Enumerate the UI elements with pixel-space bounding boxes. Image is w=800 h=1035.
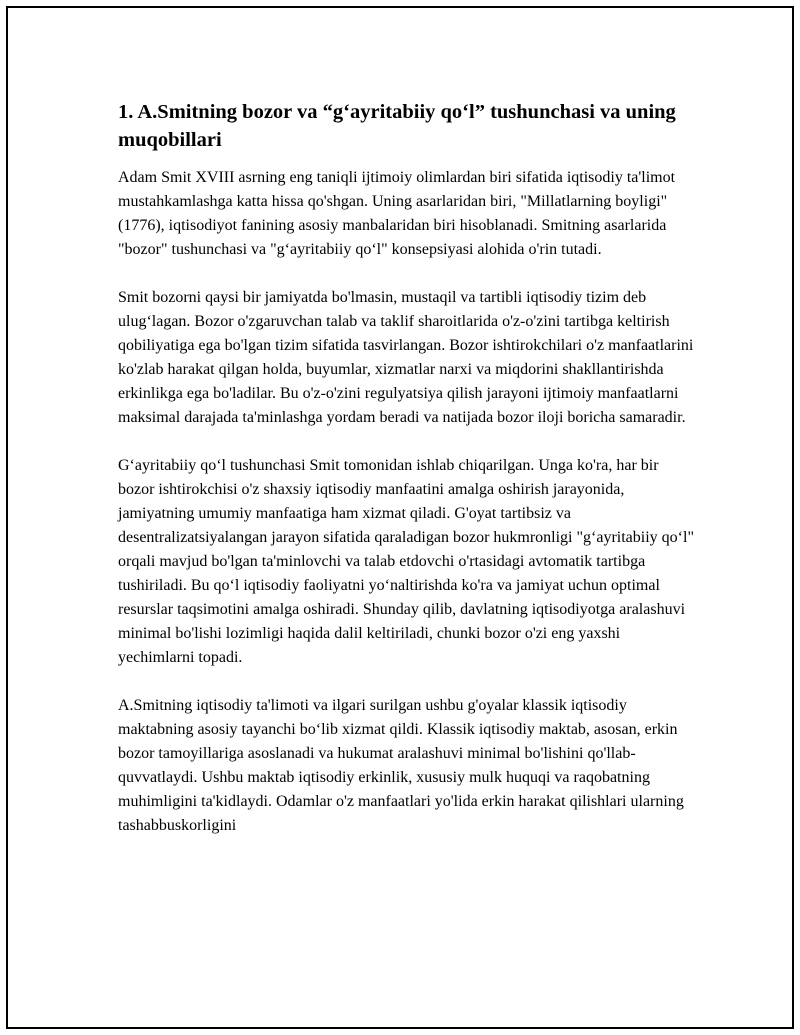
paragraph-intro: Adam Smit XVIII asrning eng taniqli ijtimoiy olimlardan biri sifatida iqtisodiy ta'limot mustahkamlashga katta hissa qo'shgan. Uning asarlaridan biri, "Millatlarning boyligi" (1776), iqtisodiyot fanining asosiy manbalaridan biri hisoblanadi. Smitning asarlarida "bozor" tushunchasi va "g‘ayritabiiy qo‘l" konsepsiyasi alohida o'rin tutadi. bbox=[118, 169, 676, 258]
document-page bbox=[6, 6, 794, 1029]
paragraph-classical-school: A.Smitning iqtisodiy ta'limoti va ilgari surilgan ushbu g'oyalar klassik iqtisodiy maktabning asosiy tayanchi bo‘lib xizmat qildi. Klassik iqtisodiy maktab, asosan, erkin bozor tamoyillariga asoslanadi va hukumat aralashuvi minimal bo'lishini qo'llab-quvvatlaydi. Ushbu maktab iqtisodiy erkinlik, xususiy mulk huquqi va raqobatning muhimligini ta'kidlaydi. Odamlar o'z manfaatlari yo'lida erkin harakat qilishlari ularning tashabbuskorligini bbox=[118, 697, 684, 834]
section-heading: 1. A.Smitning bozor va “g‘ayritabiiy qo‘l” tushunchasi va uning muqobillari bbox=[118, 101, 676, 151]
paragraph-market: Smit bozorni qaysi bir jamiyatda bo'lmasin, mustaqil va tartibli iqtisodiy tizim deb ulug‘lagan. Bozor o'zgaruvchan talab va taklif sharoitlarida o'z-o'zini tartibga keltirish qobiliyatiga ega bo'lgan tizim sifatida tasvirlangan. Bozor ishtirokchilari o'z manfaatlarini ko'zlab harakat qilgan holda, buyumlar, xizmatlar narxi va miqdorini shakllantirishda erkinlikga ega bo'ladilar. Bu o'z-o'zini regulyatsiya qilish jarayoni ijtimoiy manfaatlarni maksimal darajada ta'minlashga yordam beradi va natijada bozor iloji boricha samaradir. bbox=[118, 289, 694, 426]
document-body bbox=[118, 98, 696, 862]
paragraph-invisible-hand: G‘ayritabiiy qo‘l tushunchasi Smit tomonidan ishlab chiqarilgan. Unga ko'ra, har bir bozor ishtirokchisi o'z shaxsiy iqtisodiy manfaatini amalga oshirish jarayonida, jamiyatning umumiy manfaatiga ham xizmat qiladi. G'oyat tartibsiz va desentralizatsiyalangan jarayon sifatida qaraladigan bozor hukmronligi "g‘ayritabiiy qo‘l" orqali mavjud bo'lgan ta'minlovchi va talab etdovchi o'rtasidagi avtomatik tartibga tushiriladi. Bu qo‘l iqtisodiy faoliyatni yo‘naltirishda ko'ra va jamiyat uchun optimal resurslar taqsimotini amalga oshiradi. Shunday qilib, davlatning iqtisodiyotga aralashuvi minimal bo'lishi lozimligi haqida dalil keltiriladi, chunki bozor o'zi eng yaxshi yechimlarni topadi. bbox=[118, 457, 694, 666]
